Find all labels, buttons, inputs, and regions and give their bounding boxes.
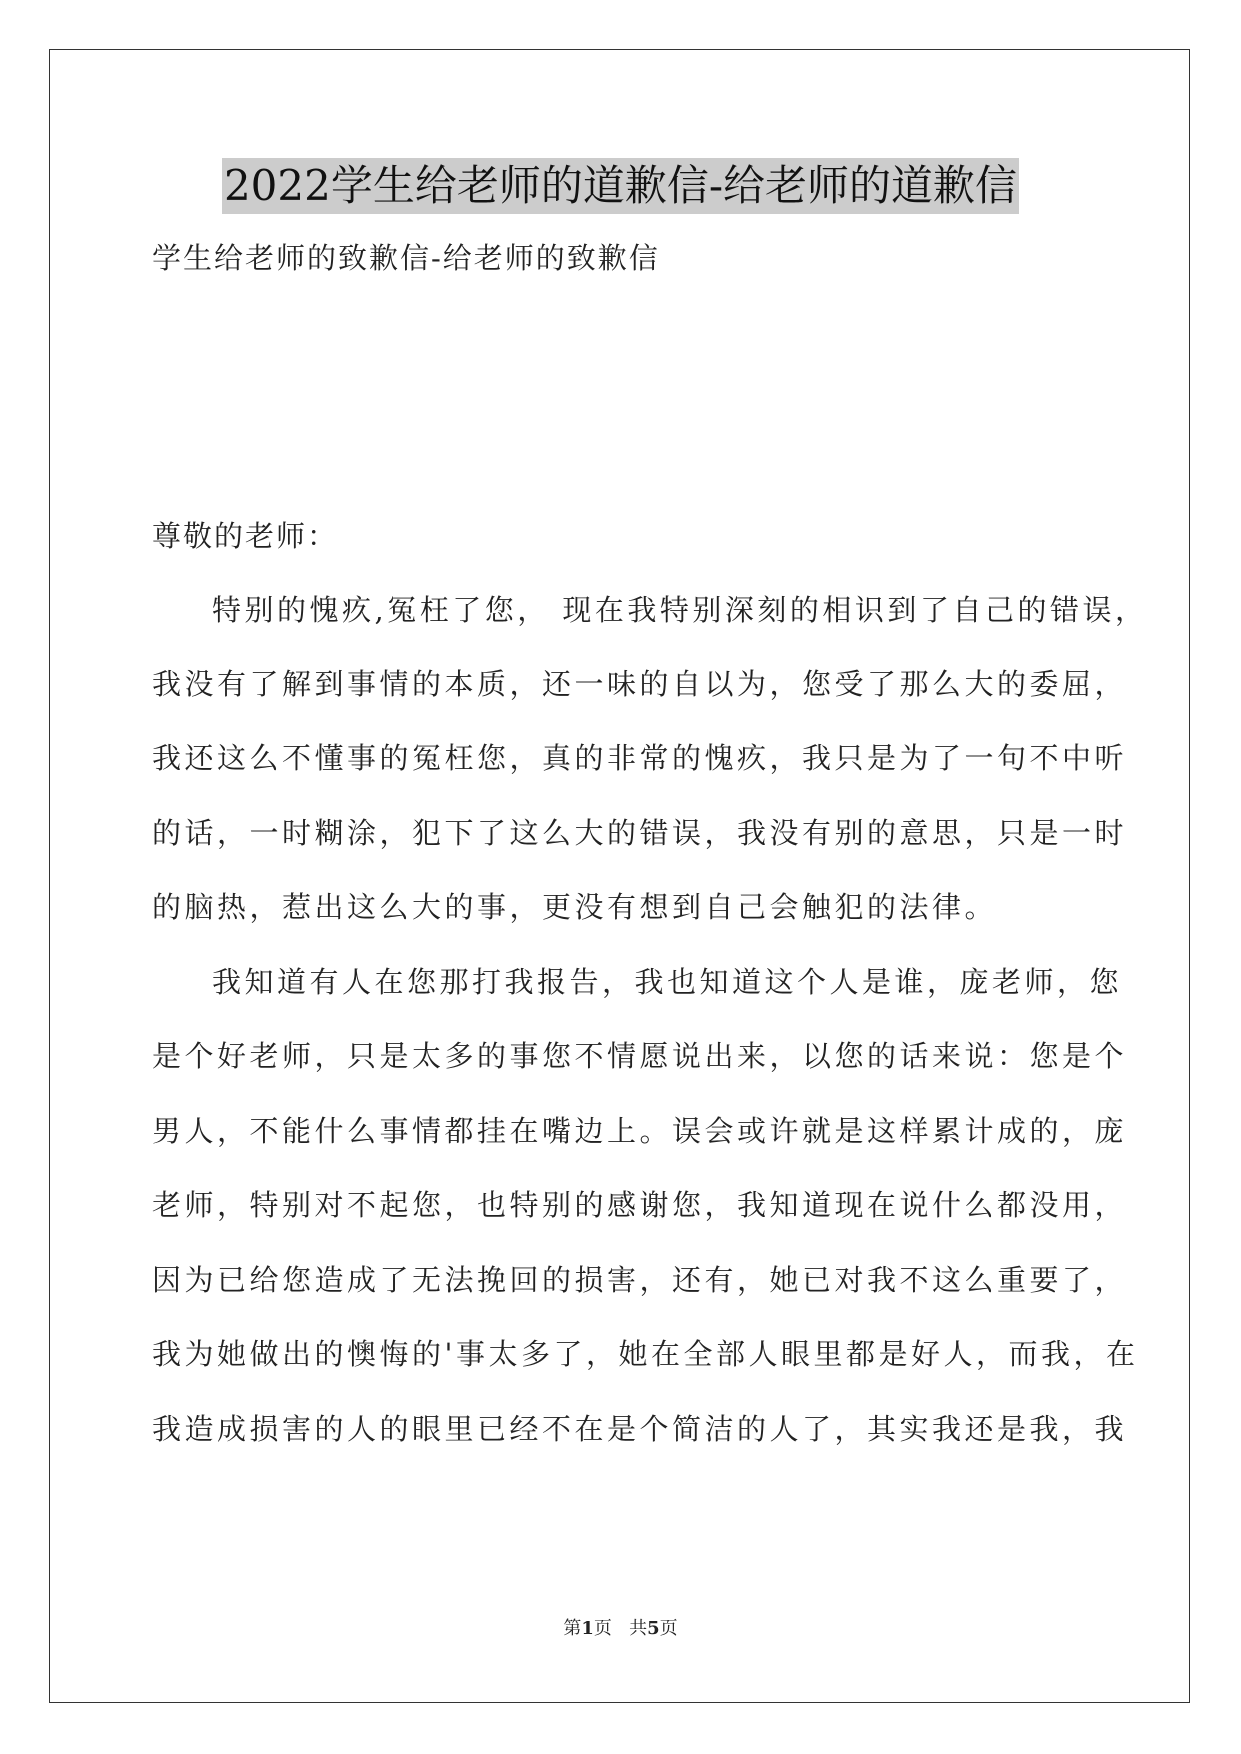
- title-wrap: [0, 158, 1241, 214]
- page-suffix: 页: [593, 1618, 612, 1639]
- body-line: 我为她做出的懊悔的'事太多了，她在全部人眼里都是好人，而我，在: [152, 1337, 1139, 1371]
- body-line: 我造成损害的人的眼里已经不在是个简洁的人了，其实我还是我，我: [152, 1412, 1128, 1446]
- total-suffix: 页: [659, 1618, 678, 1639]
- page-footer: [0, 1617, 1241, 1641]
- body-line: 是个好老师，只是太多的事您不情愿说出来，以您的话来说：您是个: [152, 1039, 1128, 1073]
- body-line: 的话，一时糊涂，犯下了这么大的错误，我没有别的意思，只是一时: [152, 816, 1128, 850]
- page-total: 5: [647, 1618, 660, 1639]
- body-line: 的脑热，惹出这么大的事，更没有想到自己会触犯的法律。: [152, 890, 998, 924]
- document-title: 2022学生给老师的道歉信-给老师的道歉信: [222, 158, 1019, 214]
- salutation: 尊敬的老师：: [152, 519, 339, 553]
- body-line: 因为已给您造成了无法挽回的损害，还有，她已对我不这么重要了，: [152, 1263, 1128, 1297]
- document-subtitle: 学生给老师的致歉信-给老师的致歉信: [152, 241, 660, 275]
- body-line: 特别的愧疚,冤枉了您， 现在我特别深刻的相识到了自己的错误，: [212, 593, 1148, 627]
- page-border: [49, 49, 1190, 1703]
- body-line: 我知道有人在您那打我报告，我也知道这个人是谁，庞老师，您: [212, 965, 1123, 999]
- body-line: 男人，不能什么事情都挂在嘴边上。误会或许就是这样累计成的，庞: [152, 1114, 1128, 1148]
- page-prefix: 第: [563, 1618, 582, 1639]
- body-line: 老师，特别对不起您，也特别的感谢您，我知道现在说什么都没用，: [152, 1188, 1128, 1222]
- page-current: 1: [581, 1618, 594, 1639]
- body-line: 我没有了解到事情的本质，还一味的自以为，您受了那么大的委屈，: [152, 667, 1128, 701]
- body-line: 我还这么不懂事的冤枉您，真的非常的愧疚，我只是为了一句不中听: [152, 741, 1128, 775]
- total-prefix: 共: [629, 1618, 648, 1639]
